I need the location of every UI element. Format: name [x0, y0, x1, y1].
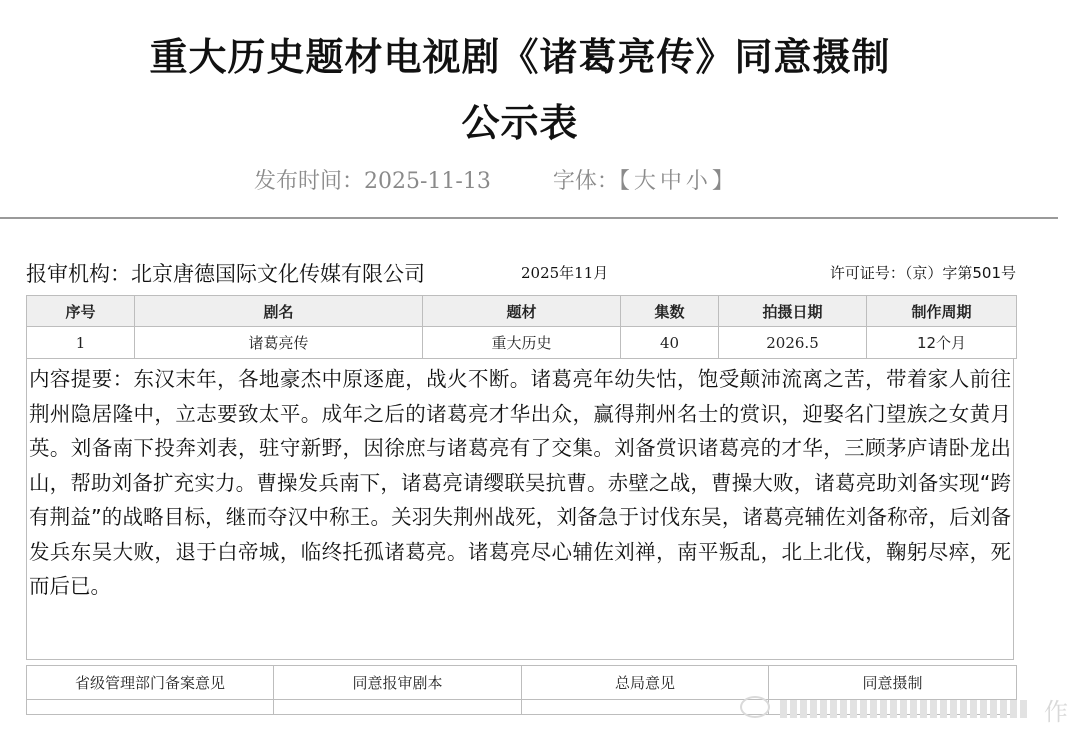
header-cell-shoot-date: 拍摄日期: [719, 296, 867, 327]
header-cell-title: 剧名: [135, 296, 423, 327]
watermark-tail: 作: [1044, 698, 1068, 726]
table-header-row: [27, 296, 1017, 327]
header-cell-period: 制作周期: [867, 296, 1017, 327]
approval-cell-bureau: 总局意见: [522, 666, 769, 700]
font-size-label: 字体：: [552, 169, 619, 194]
cell-shoot-date: 2026.5: [719, 327, 867, 359]
table-row: [27, 327, 1017, 359]
watermark-handle: [780, 700, 1030, 718]
cell-index: 1: [27, 327, 135, 359]
cell-title: 诸葛亮传: [135, 327, 423, 359]
header-cell-index: 序号: [27, 296, 135, 327]
drama-info-table: [26, 295, 1017, 359]
content-summary: 内容提要：东汉末年，各地豪杰中原逐鹿，战火不断。诸葛亮年幼失怙，饱受颠沛流离之苦，带着家人前往荆州隐居隆中，立志要致太平。成年之后的诸葛亮才华出众，赢得荆州名士的赏识，迎娶名门望族之女黄月英。刘备南下投奔刘表，驻守新野，因徐庶与诸葛亮有了交集。刘备赏识诸葛亮的才华，三顾茅庐请卧龙出山，帮助刘备扩充实力。曹操发兵南下，诸葛亮请缨联吴抗曹。赤壁之战，曹操大败，诸葛亮助刘备实现“跨有荆益”的战略目标，继而夺汉中称王。关羽失荆州战死，刘备急于讨伐东吴，诸葛亮辅佐刘备称帝，后刘备发兵东吴大败，退于白帝城，临终托孤诸葛亮。诸葛亮尽心辅佐刘禅，南平叛乱，北上北伐，鞠躬尽瘁，死而后已。: [26, 358, 1014, 660]
cell-episodes: 40: [621, 327, 719, 359]
org-label: 报审机构：北京唐德国际文化传媒有限公司: [26, 262, 425, 286]
cell-genre: 重大历史: [423, 327, 621, 359]
approval-cell-script: 同意报审剧本: [274, 666, 522, 700]
org-date: 2025年11月: [521, 264, 609, 282]
org-row: [26, 258, 1016, 290]
document-title-line2: 公示表: [461, 101, 579, 145]
publish-label: 发布时间：: [254, 169, 365, 194]
watermark: [740, 690, 1080, 730]
approval-cell-provincial: 省级管理部门备案意见: [27, 666, 274, 700]
header-divider: [0, 217, 1058, 219]
publish-date: 2025-11-13: [364, 169, 491, 194]
approval-cell-result: 同意摄制: [769, 666, 1017, 700]
font-size-options[interactable]: 【大中小】: [618, 169, 738, 194]
document-title-line1: 重大历史题材电视剧《诸葛亮传》同意摄制: [149, 35, 891, 79]
header-cell-episodes: 集数: [621, 296, 719, 327]
publish-meta: [254, 164, 738, 195]
cell-period: 12个月: [867, 327, 1017, 359]
permit-number: 许可证号：（京）字第501号: [829, 264, 1016, 282]
header-cell-genre: 题材: [423, 296, 621, 327]
weibo-logo-icon: [740, 696, 770, 718]
